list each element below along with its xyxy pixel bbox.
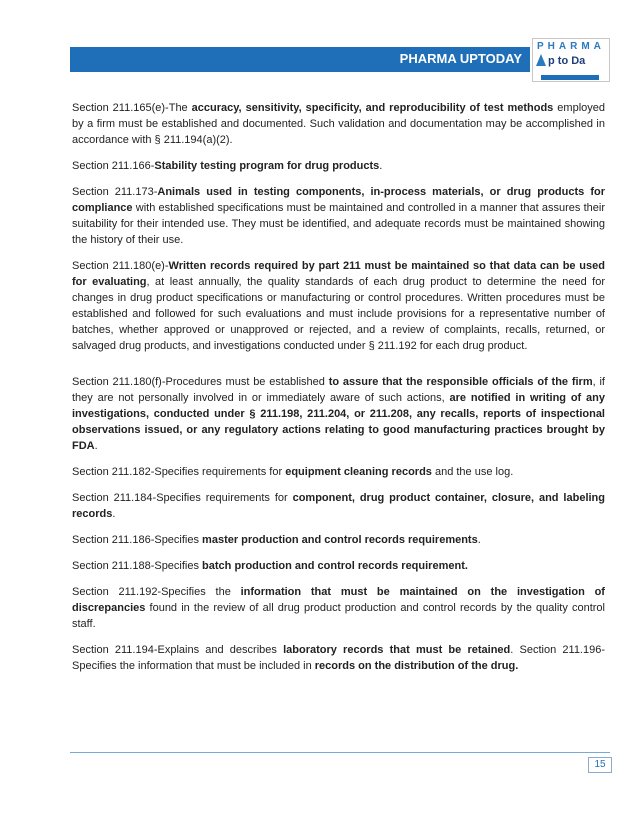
paragraph-211-180e: Section 211.180(e)-Written records required by part 211 must be maintained so that data can be used for evaluating, at least annually, the quality standards of each drug product to determine the need for changes in drug product specifications or manufacturing or control procedures. Written procedures must be established and followed for such evaluations and must include provisions for a representative number of batches, whether approved or unapproved or rejected, and a review of complaints, recalls, returned, or salvaged drug products, and investigations conducted under § 211.192 for each drug product. [72,260,605,352]
page-number: 15 [588,757,612,773]
logo-line2: p to Da [548,55,586,67]
logo-line1: PHARMA [537,41,605,52]
paragraph-211-194-196: Section 211.194-Explains and describes laboratory records that must be retained. Section 211.196-Specifies the information that must be included in records on the distribution of the drug. [72,644,606,672]
paragraph-211-186: Section 211.186-Specifies master production and control records requirements. [72,534,481,546]
paragraph-211-180f: Section 211.180(f)-Procedures must be established to assure that the responsible officials of the firm, if they are not personally involved in or immediately aware of such actions, are notified in writing of any investigations, conducted under § 211.198, 211.204, or 211.208, any recalls, reports of inspectional observations issued, or any regulatory actions relating to good manufacturing practices brought by FDA. [72,376,605,452]
logo-mark-icon [535,53,547,67]
paragraph-211-188: Section 211.188-Specifies batch production and control records requirement. [72,560,468,572]
paragraph-211-166: Section 211.166-Stability testing program for drug products. [72,160,383,172]
header-bar [70,47,530,72]
header-title: PHARMA UPTODAY [399,51,522,66]
paragraph-211-173: Section 211.173-Animals used in testing components, in-process materials, or drug products for compliance with established specifications must be maintained and controlled in a manner that assures their suitability for their intended use. They must be identified, and adequate records must be maintained showing the history of their use. [72,186,605,246]
footer-divider [70,752,610,753]
paragraph-211-184: Section 211.184-Specifies requirements for component, drug product container, closure, and labeling records. [72,492,605,520]
paragraph-211-192: Section 211.192-Specifies the information that must be maintained on the investigation of discrepancies found in the review of all drug product production and control records by the quality control staff. [72,586,605,630]
paragraph-211-182: Section 211.182-Specifies requirements for equipment cleaning records and the use log. [72,466,514,478]
paragraph-211-165: Section 211.165(e)-The accuracy, sensitivity, specificity, and reproducibility of test methods employed by a firm must be established and documented. Such validation and documentation may be accomplished in accordance with § 211.194(a)(2). [72,102,605,146]
document-body [72,100,605,684]
logo-tag-bar [541,75,599,80]
logo [532,38,610,82]
